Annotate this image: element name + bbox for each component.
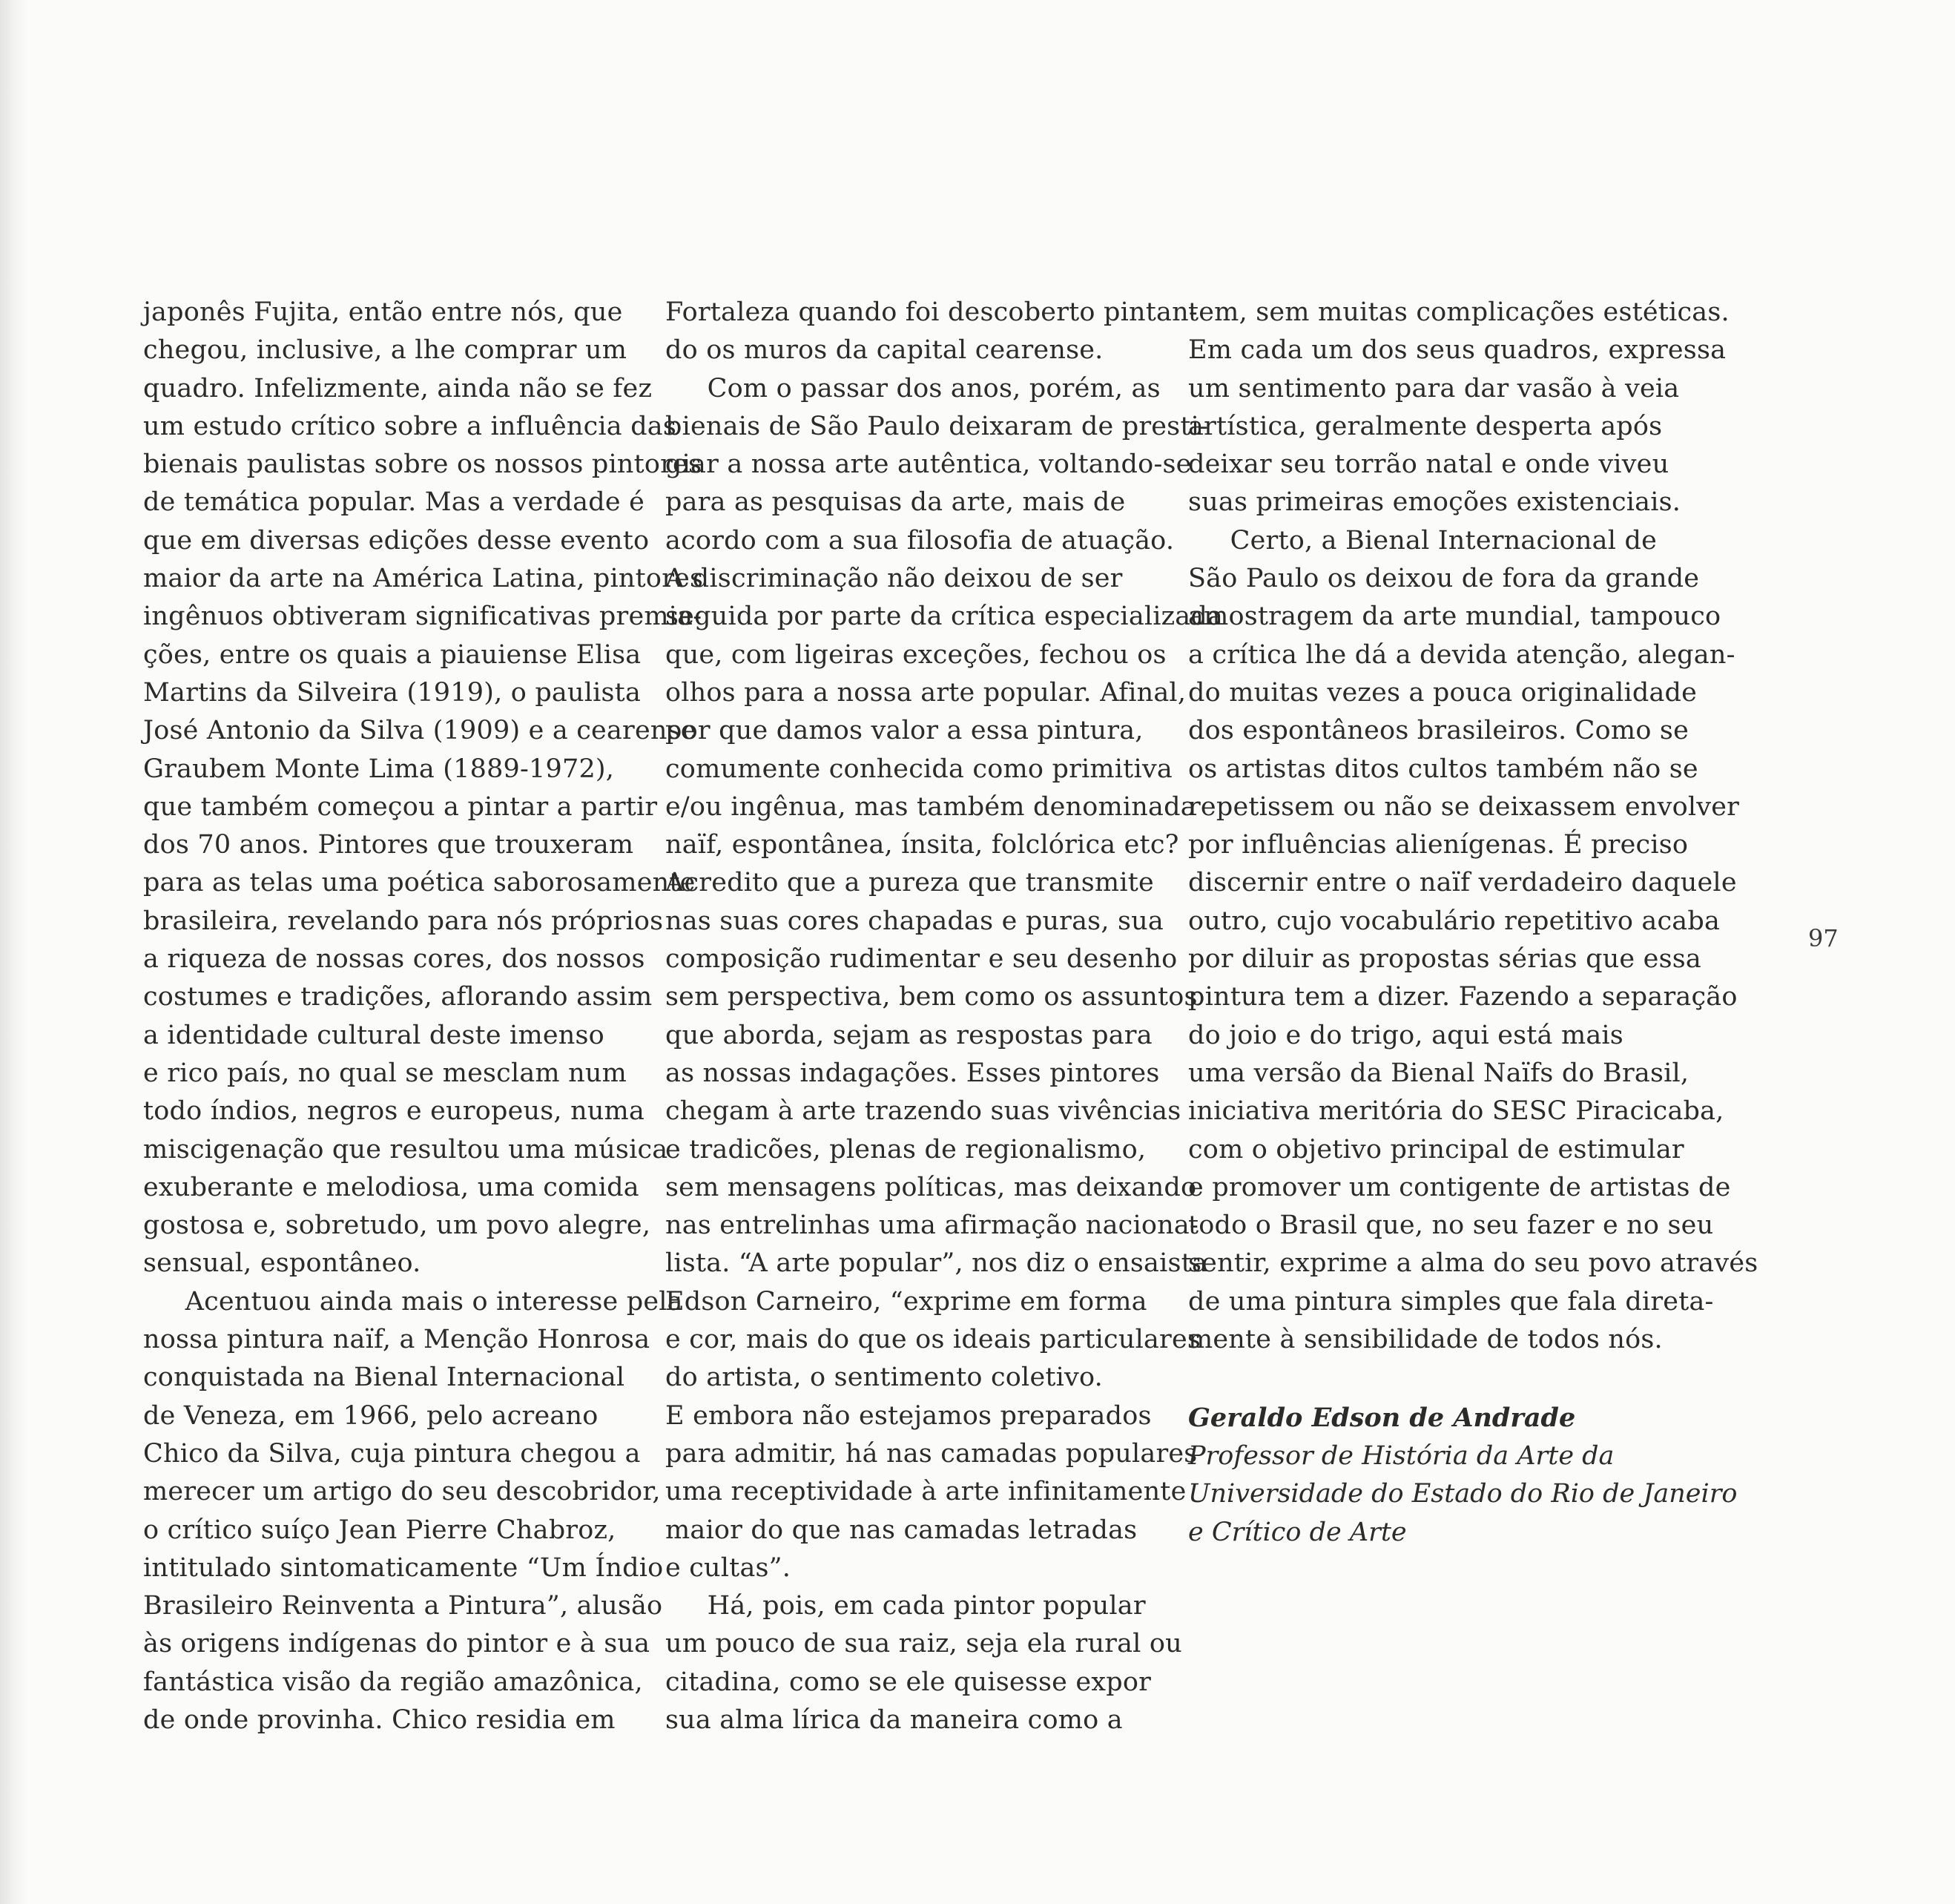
text-line: miscigenação que resultou uma música bbox=[143, 1134, 668, 1165]
text-line: nossa pintura naïf, a Menção Honrosa bbox=[143, 1325, 650, 1355]
text-line: e/ou ingênua, mas também denominada bbox=[665, 791, 1196, 822]
text-line: Martins da Silveira (1919), o paulista bbox=[143, 677, 642, 708]
author-role-line: e Crítico de Arte bbox=[1188, 1517, 1407, 1547]
text-line: suas primeiras emoções existenciais. bbox=[1188, 487, 1681, 518]
text-line: iniciativa meritória do SESC Piracicaba, bbox=[1188, 1096, 1724, 1127]
text-line: Há, pois, em cada pintor popular bbox=[665, 1591, 1146, 1621]
text-line: que em diversas edições desse evento bbox=[143, 525, 650, 556]
text-line: composição rudimentar e seu desenho bbox=[665, 944, 1178, 975]
text-line: brasileira, revelando para nós próprios bbox=[143, 906, 664, 936]
text-line: do muitas vezes a pouca originalidade bbox=[1188, 677, 1698, 708]
text-line: Brasileiro Reinventa a Pintura”, alusão bbox=[143, 1591, 663, 1621]
text-line: Graubem Monte Lima (1889-1972), bbox=[143, 754, 615, 784]
text-line: fantástica visão da região amazônica, bbox=[143, 1667, 643, 1697]
author-name: Geraldo Edson de Andrade bbox=[1188, 1403, 1576, 1433]
text-line: uma receptividade à arte infinitamente bbox=[665, 1477, 1187, 1507]
text-line: exuberante e melodiosa, uma comida bbox=[143, 1172, 639, 1202]
text-line: um estudo crítico sobre a influência das bbox=[143, 411, 677, 441]
text-line: dos espontâneos brasileiros. Como se bbox=[1188, 716, 1689, 746]
text-line: e rico país, no qual se mesclam num bbox=[143, 1058, 627, 1088]
text-line: Em cada um dos seus quadros, expressa bbox=[1188, 335, 1727, 366]
text-line: amostragem da arte mundial, tampouco bbox=[1188, 602, 1721, 632]
text-line: para as pesquisas da arte, mais de bbox=[665, 487, 1126, 518]
text-line: por influências alienígenas. É preciso bbox=[1188, 830, 1689, 860]
text-line: maior do que nas camadas letradas bbox=[665, 1515, 1138, 1545]
text-line: merecer um artigo do seu descobridor, bbox=[143, 1477, 661, 1507]
text-line: por que damos valor a essa pintura, bbox=[665, 716, 1144, 746]
text-line: bienais paulistas sobre os nossos pintores bbox=[143, 449, 702, 480]
text-line: pintura tem a dizer. Fazendo a separação bbox=[1188, 982, 1738, 1012]
text-line: um pouco de sua raiz, seja ela rural ou bbox=[665, 1629, 1182, 1659]
text-line: chegou, inclusive, a lhe comprar um bbox=[143, 335, 627, 366]
text-line: comumente conhecida como primitiva bbox=[665, 754, 1173, 784]
text-column-3 bbox=[1188, 294, 1758, 1359]
text-line: citadina, como se ele quisesse expor bbox=[665, 1667, 1152, 1697]
text-line: sentir, exprime a alma do seu povo através bbox=[1188, 1248, 1758, 1279]
text-line: deixar seu torrão natal e onde viveu bbox=[1188, 449, 1669, 480]
text-line: quadro. Infelizmente, ainda não se fez bbox=[143, 373, 653, 403]
text-line: giar a nossa arte autêntica, voltando-se bbox=[665, 449, 1192, 480]
text-line: as nossas indagações. Esses pintores bbox=[665, 1058, 1160, 1088]
text-line: mente à sensibilidade de todos nós. bbox=[1188, 1325, 1663, 1355]
text-line: o crítico suíço Jean Pierre Chabroz, bbox=[143, 1515, 616, 1545]
text-line: do artista, o sentimento coletivo. bbox=[665, 1363, 1103, 1393]
text-line: maior da arte na América Latina, pintores bbox=[143, 564, 704, 594]
text-line: outro, cujo vocabulário repetitivo acaba bbox=[1188, 906, 1721, 936]
text-line: os artistas ditos cultos também não se bbox=[1188, 754, 1698, 784]
text-line: A discriminação não deixou de ser bbox=[665, 564, 1123, 594]
text-line: com o objetivo principal de estimular bbox=[1188, 1134, 1684, 1165]
page-number: 97 bbox=[1808, 924, 1839, 952]
text-line: Certo, a Bienal Internacional de bbox=[1188, 525, 1657, 556]
text-column-1 bbox=[143, 294, 704, 1739]
text-line: ções, entre os quais a piauiense Elisa bbox=[143, 639, 642, 670]
text-line: Edson Carneiro, “exprime em forma bbox=[665, 1286, 1147, 1317]
text-line: por diluir as propostas sérias que essa bbox=[1188, 944, 1701, 975]
text-line: um sentimento para dar vasão à veia bbox=[1188, 373, 1680, 403]
text-line: lista. “A arte popular”, nos diz o ensaista bbox=[665, 1248, 1208, 1279]
text-line: sua alma lírica da maneira como a bbox=[665, 1704, 1123, 1735]
text-line: sem perspectiva, bem como os assuntos bbox=[665, 982, 1198, 1012]
text-line: costumes e tradições, aflorando assim bbox=[143, 982, 653, 1012]
text-line: sensual, espontâneo. bbox=[143, 1248, 421, 1279]
text-line: Fortaleza quando foi descoberto pintan- bbox=[665, 297, 1198, 327]
text-line: conquistada na Bienal Internacional bbox=[143, 1363, 625, 1393]
text-line: do joio e do trigo, aqui está mais bbox=[1188, 1020, 1623, 1050]
author-signature-block bbox=[1188, 1399, 1738, 1552]
text-line: nas suas cores chapadas e puras, sua bbox=[665, 906, 1164, 936]
text-line: que aborda, sejam as respostas para bbox=[665, 1020, 1153, 1050]
text-line: de temática popular. Mas a verdade é bbox=[143, 487, 644, 518]
text-line: todo o Brasil que, no seu fazer e no seu bbox=[1188, 1210, 1714, 1241]
text-line: José Antonio da Silva (1909) e a cearense bbox=[143, 716, 696, 746]
text-line: e tradicões, plenas de regionalismo, bbox=[665, 1134, 1147, 1165]
text-line: todo índios, negros e europeus, numa bbox=[143, 1096, 645, 1127]
text-line: Chico da Silva, cuja pintura chegou a bbox=[143, 1438, 641, 1469]
text-line: de Veneza, em 1966, pelo acreano bbox=[143, 1400, 599, 1431]
text-line: acordo com a sua filosofia de atuação. bbox=[665, 525, 1175, 556]
text-column-2 bbox=[665, 294, 1224, 1739]
text-line: às origens indígenas do pintor e à sua bbox=[143, 1629, 650, 1659]
text-line: sem mensagens políticas, mas deixando bbox=[665, 1172, 1197, 1202]
text-line: tem, sem muitas complicações estéticas. bbox=[1188, 297, 1730, 327]
text-line: a identidade cultural deste imenso bbox=[143, 1020, 604, 1050]
text-line: que também começou a pintar a partir bbox=[143, 791, 658, 822]
text-line: E embora não estejamos preparados bbox=[665, 1400, 1152, 1431]
text-line: para admitir, há nas camadas populares bbox=[665, 1438, 1198, 1469]
text-line: bienais de São Paulo deixaram de presti- bbox=[665, 411, 1209, 441]
text-line: e cultas”. bbox=[665, 1552, 791, 1583]
text-line: a riqueza de nossas cores, dos nossos bbox=[143, 944, 645, 975]
text-line: de onde provinha. Chico residia em bbox=[143, 1704, 616, 1735]
author-role-line: Universidade do Estado do Rio de Janeiro bbox=[1188, 1479, 1738, 1509]
text-line: do os muros da capital cearense. bbox=[665, 335, 1104, 366]
text-line: nas entrelinhas uma afirmação naciona- bbox=[665, 1210, 1199, 1241]
text-line: a crítica lhe dá a devida atenção, alegan- bbox=[1188, 639, 1735, 670]
book-gutter-shadow bbox=[0, 0, 28, 1904]
text-line: artística, geralmente desperta após bbox=[1188, 411, 1663, 441]
text-line: gostosa e, sobretudo, um povo alegre, bbox=[143, 1210, 651, 1241]
text-line: Acentuou ainda mais o interesse pela bbox=[143, 1286, 683, 1317]
text-line: Acredito que a pureza que transmite bbox=[665, 868, 1154, 898]
text-line: e promover um contigente de artistas de bbox=[1188, 1172, 1731, 1202]
author-role-line: Professor de História da Arte da bbox=[1188, 1440, 1615, 1471]
text-line: repetissem ou não se deixassem envolver bbox=[1188, 791, 1740, 822]
text-line: uma versão da Bienal Naïfs do Brasil, bbox=[1188, 1058, 1689, 1088]
text-line: dos 70 anos. Pintores que trouxeram bbox=[143, 830, 634, 860]
text-line: intitulado sintomaticamente “Um Índio bbox=[143, 1552, 664, 1583]
text-line: seguida por parte da crítica especializada bbox=[665, 602, 1224, 632]
text-line: ingênuos obtiveram significativas premia- bbox=[143, 602, 702, 632]
text-line: São Paulo os deixou de fora da grande bbox=[1188, 564, 1700, 594]
text-line: olhos para a nossa arte popular. Afinal, bbox=[665, 677, 1187, 708]
text-line: para as telas uma poética saborosamente bbox=[143, 868, 696, 898]
text-line: japonês Fujita, então entre nós, que bbox=[143, 297, 623, 327]
text-line: que, com ligeiras exceções, fechou os bbox=[665, 639, 1167, 670]
text-line: naïf, espontânea, ínsita, folclórica etc? bbox=[665, 830, 1179, 860]
text-line: de uma pintura simples que fala direta- bbox=[1188, 1286, 1714, 1317]
text-line: e cor, mais do que os ideais particulares bbox=[665, 1325, 1201, 1355]
text-line: discernir entre o naïf verdadeiro daquele bbox=[1188, 868, 1737, 898]
text-line: chegam à arte trazendo suas vivências bbox=[665, 1096, 1181, 1127]
text-line: Com o passar dos anos, porém, as bbox=[665, 373, 1161, 403]
